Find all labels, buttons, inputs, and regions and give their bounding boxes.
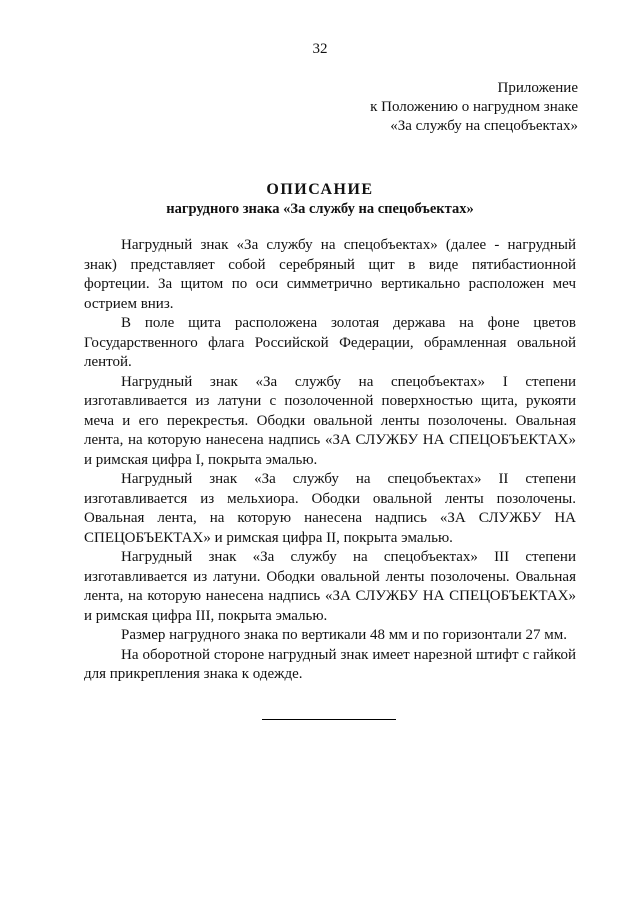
paragraph: Нагрудный знак «За службу на спецобъектах» III степени изготавливается из латуни. Ободки овальной ленты позолочены. Овальная лента, на которую нанесена надпись «ЗА СЛУЖБУ НА СПЕЦОБЪЕКТАХ» и римская цифра III, покрыта эмалью.: [84, 549, 576, 624]
paragraph: Нагрудный знак «За службу на спецобъектах» (далее - нагрудный знак) представляет собой серебряный щит в виде пятибастионной фортеции. За щитом по оси симметрично вертикально расположен меч острием вниз.: [84, 237, 576, 312]
paragraph: Нагрудный знак «За службу на спецобъектах» I степени изготавливается из латуни с позолоченной поверхностью щита, рукояти меча и его перекрестья. Ободки овальной ленты позолочены. Овальная лента, на которую нанесена надпись «ЗА СЛУЖБУ НА СПЕЦОБЪЕКТАХ» и римская цифра I, покрыта эмалью.: [84, 373, 576, 468]
paragraph: Размер нагрудного знака по вертикали 48 мм и по горизонтали 27 мм.: [121, 627, 567, 643]
appendix-header: [370, 79, 578, 136]
appendix-line-2: к Положению о нагрудном знаке: [370, 99, 578, 115]
paragraph: В поле щита расположена золотая держава на фоне цветов Государственного флага Российской Федерации, обрамленная овальной лентой.: [84, 315, 576, 370]
page-number: 32: [312, 41, 328, 57]
appendix-line-1: Приложение: [497, 80, 578, 96]
paragraph: На оборотной стороне нагрудный знак имеет нарезной штифт с гайкой для прикрепления знака к одежде.: [84, 646, 576, 682]
document-title: ОПИСАНИЕ: [266, 181, 374, 198]
paragraph: Нагрудный знак «За службу на спецобъектах» II степени изготавливается из мельхиора. Ободки овальной ленты позолочены. Овальная лента, на которую нанесена надпись «ЗА СЛУЖБУ НА СПЕЦОБЪЕКТАХ» и римская цифра II, покрыта эмалью.: [84, 471, 576, 546]
document-subtitle: нагрудного знака «За службу на спецобъектах»: [166, 201, 474, 217]
appendix-line-3: «За службу на спецобъектах»: [390, 118, 578, 134]
document-body: [84, 236, 576, 685]
end-divider: [262, 719, 396, 720]
